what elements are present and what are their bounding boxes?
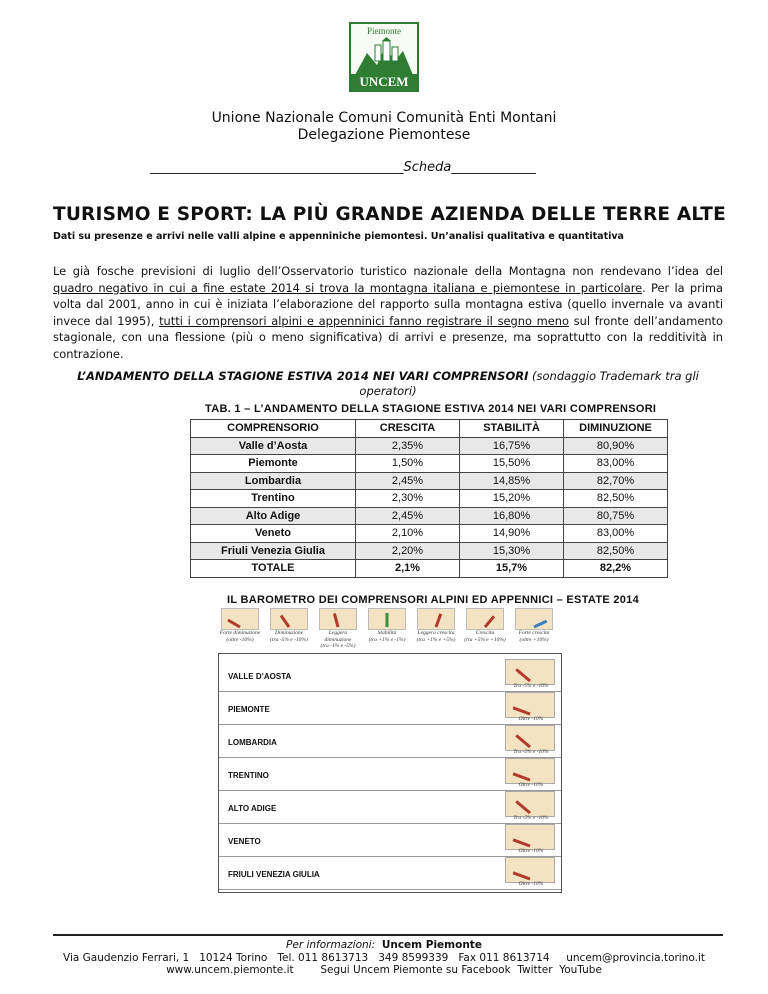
footer-address: Via Gaudenzio Ferrari, 1 10124 Torino Tel. 011 8613713 349 8599339 Fax 011 8613714 uncem@provincia.torino.it (63, 951, 705, 964)
legend-label: Crescita (475, 630, 495, 636)
table-cell: Valle d’Aosta (191, 437, 356, 455)
legend-range: (tra -5% e -10%) (270, 636, 308, 643)
barometer-row (219, 823, 561, 857)
logo-word: UNCEM (351, 74, 417, 90)
table-header: DIMINUZIONE (564, 420, 668, 438)
scheda-suffix: _____________ (451, 160, 536, 175)
table-cell: 2,45% (356, 507, 460, 525)
legend-label: Forte diminuzione (219, 630, 261, 636)
footer-info-label: Per informazioni: (286, 939, 376, 951)
table-cell: 16,80% (460, 507, 564, 525)
gauge-needle (228, 620, 240, 627)
table-cell: 83,00% (564, 525, 668, 543)
legend-item (365, 608, 409, 643)
table-header-row (191, 420, 668, 438)
table-header: COMPRENSORIO (191, 420, 356, 438)
legend-item (316, 608, 360, 650)
org-line2: Delegazione Piemontese (297, 127, 471, 143)
barometer-region: LOMBARDIA (228, 738, 277, 747)
gauge-needle (513, 708, 530, 714)
scheda-label: Scheda (403, 160, 452, 175)
barometer-region: VALLE D’AOSTA (228, 672, 292, 681)
gauge-label: Tra -5% e -10% (513, 815, 549, 821)
table-total-cell: TOTALE (191, 560, 356, 578)
legend-range: (tra +5% e +10%) (464, 636, 506, 643)
scheda-line (150, 160, 536, 175)
legend-label: Stabilità (377, 630, 397, 636)
trend-table (190, 419, 668, 578)
gauge-needle (516, 669, 530, 681)
gauge-label: Oltre -10% (518, 848, 544, 854)
gauge-needle (516, 735, 530, 747)
gauge-icon (505, 791, 555, 817)
barometer-legend (218, 608, 563, 650)
barometer-row (219, 724, 561, 758)
table-row (191, 490, 668, 508)
org-line1: Unione Nazionale Comuni Comunità Enti Montani (211, 110, 557, 126)
gauge-label: Oltre -10% (518, 881, 544, 887)
gauge-needle (513, 873, 530, 879)
gauge-icon (417, 608, 455, 630)
table-cell: 16,75% (460, 437, 564, 455)
table-cell: 14,85% (460, 472, 564, 490)
barometer-region: TRENTINO (228, 771, 269, 780)
barometer-row (219, 658, 561, 692)
table-cell: 83,00% (564, 455, 668, 473)
footer (0, 939, 768, 977)
table-cell: 15,50% (460, 455, 564, 473)
legend-label: Leggera crescita (417, 630, 455, 636)
table-cell: Lombardia (191, 472, 356, 490)
gauge-label: Oltre -10% (518, 782, 544, 788)
gauge-needle (281, 616, 289, 628)
intro-underline-1: quadro negativo in cui a fine estate 2014 si trova la montagna italiana e piemontese in particolare (53, 280, 643, 295)
gauge-label: Tra -5% e -10% (513, 749, 549, 755)
gauge-label: Tra -5% e -10% (513, 683, 549, 689)
legend-range: (oltre +10%) (519, 636, 549, 643)
table-cell: 82,70% (564, 472, 668, 490)
intro-underline-2: tutti i comprensori alpini e appenninici fanno registrare il segno meno (159, 313, 569, 328)
barometer-region: PIEMONTE (228, 705, 270, 714)
legend-item (414, 608, 458, 643)
intro-text-3: sul fronte dell’andamento stagionale, con una flessione (più o meno significativa) di arrivi e presenze, ma soprattutto con la redditività in contrazione. (53, 313, 723, 361)
table-cell: 14,90% (460, 525, 564, 543)
gauge-icon (221, 608, 259, 630)
table-total-cell: 2,1% (356, 560, 460, 578)
table-row (191, 507, 668, 525)
table-total-cell: 15,7% (460, 560, 564, 578)
gauge-icon (505, 824, 555, 850)
table-cell: 82,50% (564, 542, 668, 560)
page-subtitle: Dati su presenze e arrivi nelle valli alpine e appenniniche piemontesi. Un’analisi qualitativa e quantitativa (53, 231, 624, 242)
table-total-row (191, 560, 668, 578)
gauge-needle (513, 840, 530, 846)
footer-info-name: Uncem Piemonte (381, 939, 482, 951)
barometer-region: ALTO ADIGE (228, 804, 277, 813)
barometer-row (219, 790, 561, 824)
table-row (191, 437, 668, 455)
legend-item (267, 608, 311, 643)
gauge-icon (466, 608, 504, 630)
gauge-needle (436, 614, 441, 627)
legend-range: (tra -1% e -5%) (320, 643, 356, 649)
gauge-needle (516, 801, 530, 813)
legend-range: (tra +1% e +5%) (416, 636, 456, 643)
table-title: TAB. 1 – L’ANDAMENTO DELLA STAGIONE ESTIVA 2014 NEI VARI COMPRENSORI (205, 403, 657, 415)
table-cell: 80,75% (564, 507, 668, 525)
barometer-region: FRIULI VENEZIA GIULIA (228, 870, 320, 879)
gauge-needle (513, 774, 530, 780)
gauge-icon (505, 725, 555, 751)
table-cell: Piemonte (191, 455, 356, 473)
table-cell: 2,35% (356, 437, 460, 455)
table-row (191, 525, 668, 543)
table-cell: 2,45% (356, 472, 460, 490)
gauge-icon (368, 608, 406, 630)
gauge-icon (505, 659, 555, 685)
table-row (191, 472, 668, 490)
table-cell: 1,50% (356, 455, 460, 473)
legend-range: (tra +1% e -1%) (368, 636, 406, 643)
table-cell: 82,50% (564, 490, 668, 508)
table-row (191, 542, 668, 560)
legend-label: Leggera diminuzione (324, 630, 352, 643)
table-cell: 80,90% (564, 437, 668, 455)
gauge-icon (505, 692, 555, 718)
legend-item (463, 608, 507, 643)
table-cell: 2,10% (356, 525, 460, 543)
barometer-region: VENETO (228, 837, 261, 846)
section-caption (53, 369, 723, 399)
intro-paragraph (53, 263, 723, 363)
gauge-label: Oltre -10% (518, 716, 544, 722)
legend-item (512, 608, 556, 643)
table-cell: Alto Adige (191, 507, 356, 525)
table-cell: Veneto (191, 525, 356, 543)
org-header (0, 110, 768, 144)
gauge-icon (505, 857, 555, 883)
footer-info (0, 939, 768, 952)
intro-text-1: Le già fosche previsioni di luglio dell’Osservatorio turistico nazionale della Montagna non rendevano l’idea del (53, 264, 723, 278)
legend-range: (oltre -10%) (226, 636, 254, 643)
barometer-row (219, 856, 561, 890)
table-cell: 15,20% (460, 490, 564, 508)
footer-divider (53, 934, 723, 936)
barometer-row (219, 691, 561, 725)
gauge-icon (270, 608, 308, 630)
mountain-town-icon (355, 37, 413, 75)
uncem-logo (349, 22, 419, 92)
footer-links: www.uncem.piemonte.it Segui Uncem Piemonte su Facebook Twitter YouTube (166, 964, 602, 976)
table-total-cell: 82,2% (564, 560, 668, 578)
gauge-icon (505, 758, 555, 784)
table-header: STABILITÀ (460, 420, 564, 438)
table-row (191, 455, 668, 473)
legend-label: Diminuzione (274, 630, 304, 636)
gauge-needle (334, 614, 338, 628)
barometer-title: IL BAROMETRO DEI COMPRENSORI ALPINI ED APPENNICI – ESTATE 2014 (227, 594, 640, 606)
barometer-panel (218, 653, 562, 893)
gauge-icon (515, 608, 553, 630)
table-cell: Trentino (191, 490, 356, 508)
gauge-needle (534, 621, 547, 627)
scheda-prefix: _______________________________________ (150, 160, 404, 175)
logo-region: Piemonte (367, 26, 401, 36)
table-cell: 2,20% (356, 542, 460, 560)
legend-label: Forte crescita (518, 630, 550, 636)
table-cell: 2,30% (356, 490, 460, 508)
section-heading: L’ANDAMENTO DELLA STAGIONE ESTIVA 2014 NEI VARI COMPRENSORI (77, 369, 529, 383)
gauge-needle (485, 616, 494, 627)
table-header: CRESCITA (356, 420, 460, 438)
section-note: (sondaggio Trademark tra gli operatori) (359, 369, 699, 398)
legend-item (218, 608, 262, 643)
intro-text-2: . Per la prima volta dal 2001, anno in cui è iniziata l’elaborazione del rapporto sulla montagna estiva (quello invernale va avanti invece dal 1995), (53, 280, 723, 328)
page-title: TURISMO E SPORT: LA PIÙ GRANDE AZIENDA DELLE TERRE ALTE (53, 204, 726, 225)
table-cell: Friuli Venezia Giulia (191, 542, 356, 560)
barometer-row (219, 757, 561, 791)
gauge-icon (319, 608, 357, 630)
table-cell: 15,30% (460, 542, 564, 560)
